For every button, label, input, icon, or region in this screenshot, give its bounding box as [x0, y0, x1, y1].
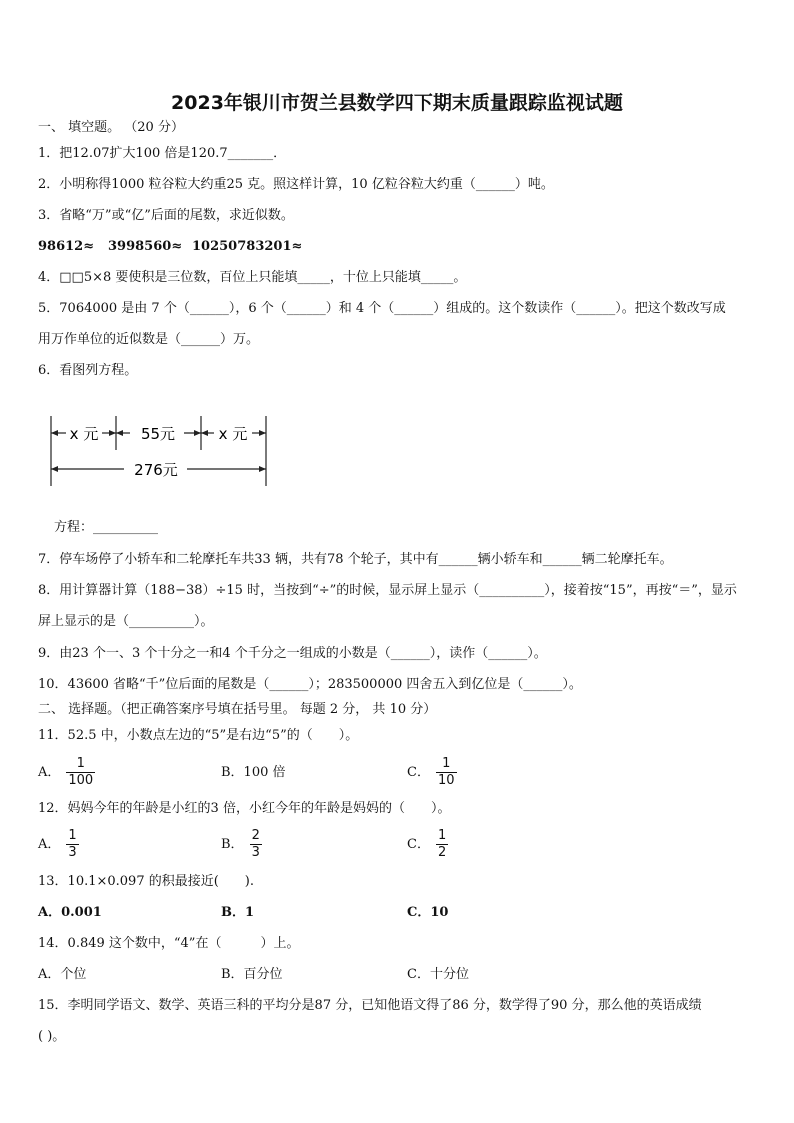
- q12-option-c: [407, 828, 448, 861]
- option-label: A．: [38, 765, 61, 780]
- label-x-left: x 元: [69, 425, 99, 443]
- fraction: [66, 828, 78, 861]
- fraction: [436, 828, 448, 861]
- q11-option-a: [38, 756, 95, 789]
- question-11: 11．52.5 中，小数点左边的“5”是右边“5”的（ ）。: [38, 728, 359, 743]
- fraction: [250, 828, 262, 861]
- label-55: 55元: [140, 425, 176, 443]
- question-7: 7．停车场停了小轿车和二轮摩托车共33 辆，共有78 个轮子，其中有______辆小轿车和______辆二轮摩托车。: [38, 552, 673, 567]
- q14-option-a: A．个位: [38, 967, 87, 982]
- denominator: 10: [437, 773, 455, 788]
- numerator: 1: [68, 828, 77, 843]
- question-3-item-1: 98612≈: [38, 239, 95, 254]
- numerator: 1: [437, 828, 447, 843]
- question-8-line-1: 8．用计算器计算（188−38）÷15 时，当按到“÷”的时候，显示屏上显示（__________），接着按“15”，再按“＝”，显示: [38, 583, 737, 598]
- question-13: 13．10.1×0.097 的积最接近( ).: [38, 874, 255, 889]
- question-6-answer: 方程：__________: [54, 520, 159, 535]
- numerator: 2: [251, 828, 260, 843]
- question-6: 6．看图列方程。: [38, 363, 138, 378]
- denominator: 3: [251, 845, 260, 860]
- question-15-line-2: ( )。: [38, 1029, 66, 1044]
- q12-option-a: [38, 828, 79, 861]
- q13-option-c: C．10: [407, 905, 449, 920]
- question-15-line-1: 15．李明同学语文、数学、英语三科的平均分是87 分，已知他语文得了86 分，数学得了90 分，那么他的英语成绩: [38, 998, 702, 1013]
- question-3: 3．省略“万”或“亿”后面的尾数，求近似数。: [38, 208, 294, 223]
- denominator: 3: [68, 845, 77, 860]
- option-label: C．: [407, 837, 430, 852]
- numerator: 1: [66, 756, 95, 773]
- denominator: 100: [68, 773, 94, 788]
- page-title: 2023年银川市贺兰县数学四下期末质量跟踪监视试题: [171, 92, 623, 114]
- option-label: C．: [407, 765, 430, 780]
- question-4: 4．□□5×8 要使积是三位数，百位上只能填_____，十位上只能填_____。: [38, 270, 467, 285]
- option-label: B．: [221, 837, 244, 852]
- fraction: [66, 756, 95, 789]
- q13-option-a: A．0.001: [38, 905, 102, 920]
- label-x-right: x 元: [218, 425, 248, 443]
- label-total: 276元: [134, 461, 178, 479]
- question-5-line-1: 5．7064000 是由 7 个（______），6 个（______）和 4 个（______）组成的。这个数读作（______）。把这个数改写成: [38, 301, 726, 316]
- question-10: 10．43600 省略“千”位后面的尾数是（______）；283500000 四舍五入到亿位是（______）。: [38, 677, 582, 692]
- question-2: 2．小明称得1000 粒谷粒大约重25 克。照这样计算，10 亿粒谷粒大约重（______）吨。: [38, 177, 554, 192]
- q14-option-c: C．十分位: [407, 967, 469, 982]
- q11-option-b: B．100 倍: [221, 765, 286, 780]
- option-label: A．: [38, 837, 61, 852]
- question-3-item-3: 10250783201≈: [192, 239, 303, 254]
- q11-option-c: [407, 756, 457, 789]
- question-1: 1．把12.07扩大100 倍是120.7_______．: [38, 146, 287, 161]
- q13-option-b: B．1: [221, 905, 255, 920]
- question-8-line-2: 屏上显示的是（__________）。: [38, 614, 214, 629]
- question-12: 12．妈妈今年的年龄是小红的3 倍，小红今年的年龄是妈妈的（ ）。: [38, 801, 451, 816]
- fraction: [436, 756, 457, 789]
- denominator: 2: [437, 845, 447, 860]
- question-5-line-2: 用万作单位的近似数是（______）万。: [38, 332, 260, 347]
- numerator: 1: [436, 756, 457, 773]
- q14-option-b: B．百分位: [221, 967, 283, 982]
- question-9: 9．由23 个一、3 个十分之一和4 个千分之一组成的小数是（______），读作（______）。: [38, 646, 547, 661]
- q12-option-b: [221, 828, 262, 861]
- segment-diagram: [44, 408, 280, 490]
- section-2-heading: 二、 选择题。（把正确答案序号填在括号里。 每题 2 分， 共 10 分）: [38, 702, 437, 717]
- section-1-heading: 一、 填空题。 （20 分）: [38, 120, 184, 135]
- question-14: 14．0.849 这个数中，“4”在（ ）上。: [38, 936, 300, 951]
- question-3-item-2: 3998560≈: [108, 239, 183, 254]
